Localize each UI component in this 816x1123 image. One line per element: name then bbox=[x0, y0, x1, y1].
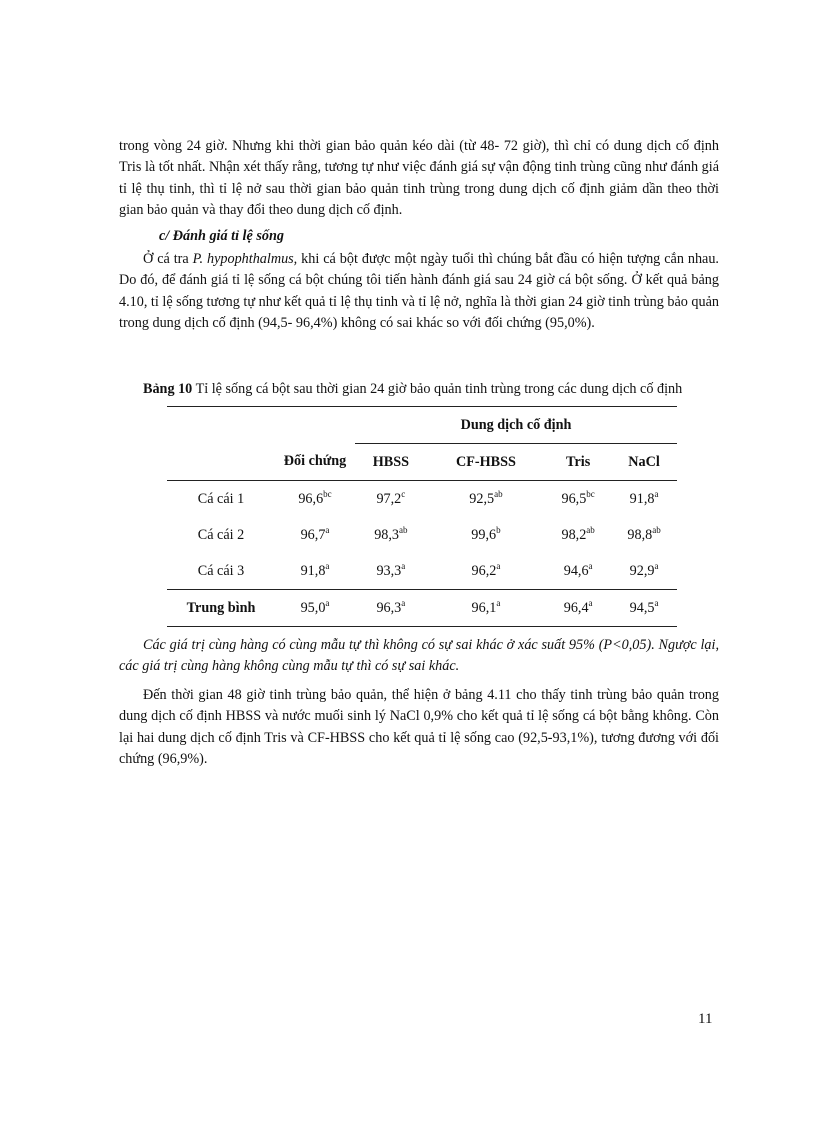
table-blank-header-2 bbox=[167, 444, 275, 481]
table-caption-text: Tỉ lệ sống cá bột sau thời gian 24 giờ bảo quản tinh trùng trong các dung dịch cố định bbox=[192, 380, 683, 397]
cell-value: 96,6 bbox=[298, 490, 324, 507]
column-header-control: Đối chứng bbox=[283, 453, 347, 470]
cell-value: 91,8 bbox=[629, 490, 655, 507]
page-number: 11 bbox=[698, 1011, 713, 1027]
paragraph-3: Đến thời gian 48 giờ tinh trùng bảo quản, thể hiện ở bảng 4.11 cho thấy tinh trùng bảo quản trong dung dịch cố định HBSS và nước muối sinh lý NaCl 0,9% cho kết quả tỉ lệ sống cá bột bằng không. Còn lại hai dung dịch cố định Tris và CF-HBSS cho kết quả tỉ lệ sống cao (92,5-93,1%), tương đương với đối chứng (96,9%). bbox=[119, 686, 719, 768]
table-cell bbox=[545, 590, 611, 627]
group-header: Dung dịch cố định bbox=[355, 407, 677, 444]
table-corner-cell bbox=[167, 407, 275, 444]
cell-superscript: ab bbox=[586, 524, 595, 535]
table-caption bbox=[119, 379, 719, 400]
cell-value: 93,3 bbox=[376, 562, 402, 579]
table-header-row-2 bbox=[167, 444, 677, 481]
cell-value: 96,5 bbox=[561, 490, 587, 507]
section-heading: c/ Đánh giá tỉ lệ sống bbox=[159, 227, 284, 244]
cell-value: 96,1 bbox=[471, 599, 497, 616]
table-cell bbox=[427, 553, 545, 590]
cell-superscript: a bbox=[588, 597, 593, 608]
table-row bbox=[167, 517, 677, 553]
table-header-row-1 bbox=[167, 407, 677, 444]
table-cell bbox=[427, 517, 545, 553]
row-label: Cá cái 3 bbox=[197, 562, 245, 579]
cell-value: 92,9 bbox=[629, 562, 655, 579]
row-label: Cá cái 1 bbox=[167, 481, 275, 518]
cell-superscript: bc bbox=[586, 488, 595, 499]
cell-value: 98,2 bbox=[561, 526, 587, 543]
cell-superscript: a bbox=[654, 488, 659, 499]
cell-value: 96,4 bbox=[563, 599, 589, 616]
table-blank-header bbox=[275, 407, 355, 444]
column-header-hbss: HBSS bbox=[372, 453, 409, 470]
cell-superscript: a bbox=[654, 597, 659, 608]
cell-superscript: a bbox=[325, 597, 330, 608]
cell-superscript: b bbox=[496, 524, 501, 535]
cell-superscript: a bbox=[401, 597, 406, 608]
cell-superscript: ab bbox=[399, 524, 408, 535]
cell-superscript: a bbox=[588, 560, 593, 571]
cell-superscript: a bbox=[496, 560, 501, 571]
table-cell bbox=[611, 517, 677, 553]
cell-value: 91,8 bbox=[300, 562, 326, 579]
cell-superscript: a bbox=[496, 597, 501, 608]
table-cell bbox=[611, 590, 677, 627]
table-cell bbox=[611, 481, 677, 518]
cell-value: 94,5 bbox=[629, 599, 655, 616]
table-cell bbox=[545, 553, 611, 590]
row-label: Cá cái 2 bbox=[197, 526, 245, 543]
table-cell bbox=[355, 517, 427, 553]
cell-superscript: c bbox=[401, 488, 406, 499]
cell-value: 92,5 bbox=[469, 490, 495, 507]
table-row bbox=[167, 481, 677, 518]
cell-value: 98,8 bbox=[627, 526, 653, 543]
table-note: Các giá trị cùng hàng có cùng mẫu tự thì không có sự sai khác ở xác suất 95% (P<0,05). Ngược lại, các giá trị cùng hàng không cùng mẫu tự thì có sự sai khác. bbox=[119, 637, 719, 675]
paragraph-2-before: Ở cá tra bbox=[143, 251, 193, 268]
cell-superscript: a bbox=[325, 524, 330, 535]
cell-superscript: ab bbox=[494, 488, 503, 499]
survival-rate-table bbox=[167, 406, 677, 627]
table-cell bbox=[355, 590, 427, 627]
paragraph-1: trong vòng 24 giờ. Nhưng khi thời gian bảo quản kéo dài (từ 48- 72 giờ), thì chỉ có dung dịch cố định Tris là tốt nhất. Nhận xét thấy rằng, tương tự như việc đánh giá sự vận động tinh trùng cũng như đánh giá tỉ lệ thụ tinh, thì tỉ lệ nở sau thời gian bảo quản tinh trùng trong dung dịch cố định giảm dần theo thời gian bảo quản và thay đổi theo dung dịch cố định. bbox=[119, 138, 719, 219]
cell-superscript: a bbox=[654, 560, 659, 571]
table-cell bbox=[355, 481, 427, 518]
cell-value: 94,6 bbox=[563, 562, 589, 579]
table-cell bbox=[545, 517, 611, 553]
table-cell bbox=[427, 590, 545, 627]
table-cell bbox=[275, 553, 355, 590]
table-row bbox=[167, 553, 677, 590]
cell-superscript: a bbox=[325, 560, 330, 571]
table-cell bbox=[545, 481, 611, 518]
cell-value: 98,3 bbox=[374, 526, 400, 543]
cell-value: 97,2 bbox=[376, 490, 402, 507]
column-header-cf-hbss: CF-HBSS bbox=[455, 453, 516, 470]
table-cell bbox=[611, 553, 677, 590]
paragraph-2-after: khi cá bột được một ngày tuổi thì chúng bắt đầu có hiện tượng cắn nhau. Do đó, để đánh giá tỉ lệ sống cá bột chúng tôi tiến hành đánh giá sau 24 giờ cá bột sống. Ở kết quả bảng 4.10, tỉ lệ sống tương tự như kết quả tỉ lệ thụ tinh và tỉ lệ nở, nghĩa là thời gian 24 giờ tinh trùng bảo quản trong dung dịch cố định (94,5- 96,4%) không có sai khác so với đối chứng (95,0%). bbox=[119, 251, 719, 332]
cell-superscript: bc bbox=[323, 488, 332, 499]
cell-superscript: a bbox=[401, 560, 406, 571]
page-content bbox=[119, 136, 719, 771]
cell-value: 96,2 bbox=[471, 562, 497, 579]
table-cell bbox=[275, 481, 355, 518]
table-cell bbox=[427, 481, 545, 518]
cell-value: 99,6 bbox=[471, 526, 497, 543]
cell-value: 95,0 bbox=[300, 599, 326, 616]
table-caption-label: Bảng 10 bbox=[143, 380, 193, 397]
cell-superscript: ab bbox=[652, 524, 661, 535]
column-header-tris: Tris bbox=[566, 453, 591, 470]
table-cell bbox=[275, 517, 355, 553]
column-header-nacl: NaCl bbox=[628, 453, 660, 470]
table-cell bbox=[275, 590, 355, 627]
cell-value: 96,7 bbox=[300, 526, 326, 543]
row-label: Trung bình bbox=[167, 590, 275, 627]
table-cell bbox=[355, 553, 427, 590]
table-average-row bbox=[167, 590, 677, 627]
cell-value: 96,3 bbox=[376, 599, 402, 616]
species-name: P. hypophthalmus, bbox=[192, 251, 298, 268]
paragraph-2 bbox=[119, 249, 719, 335]
